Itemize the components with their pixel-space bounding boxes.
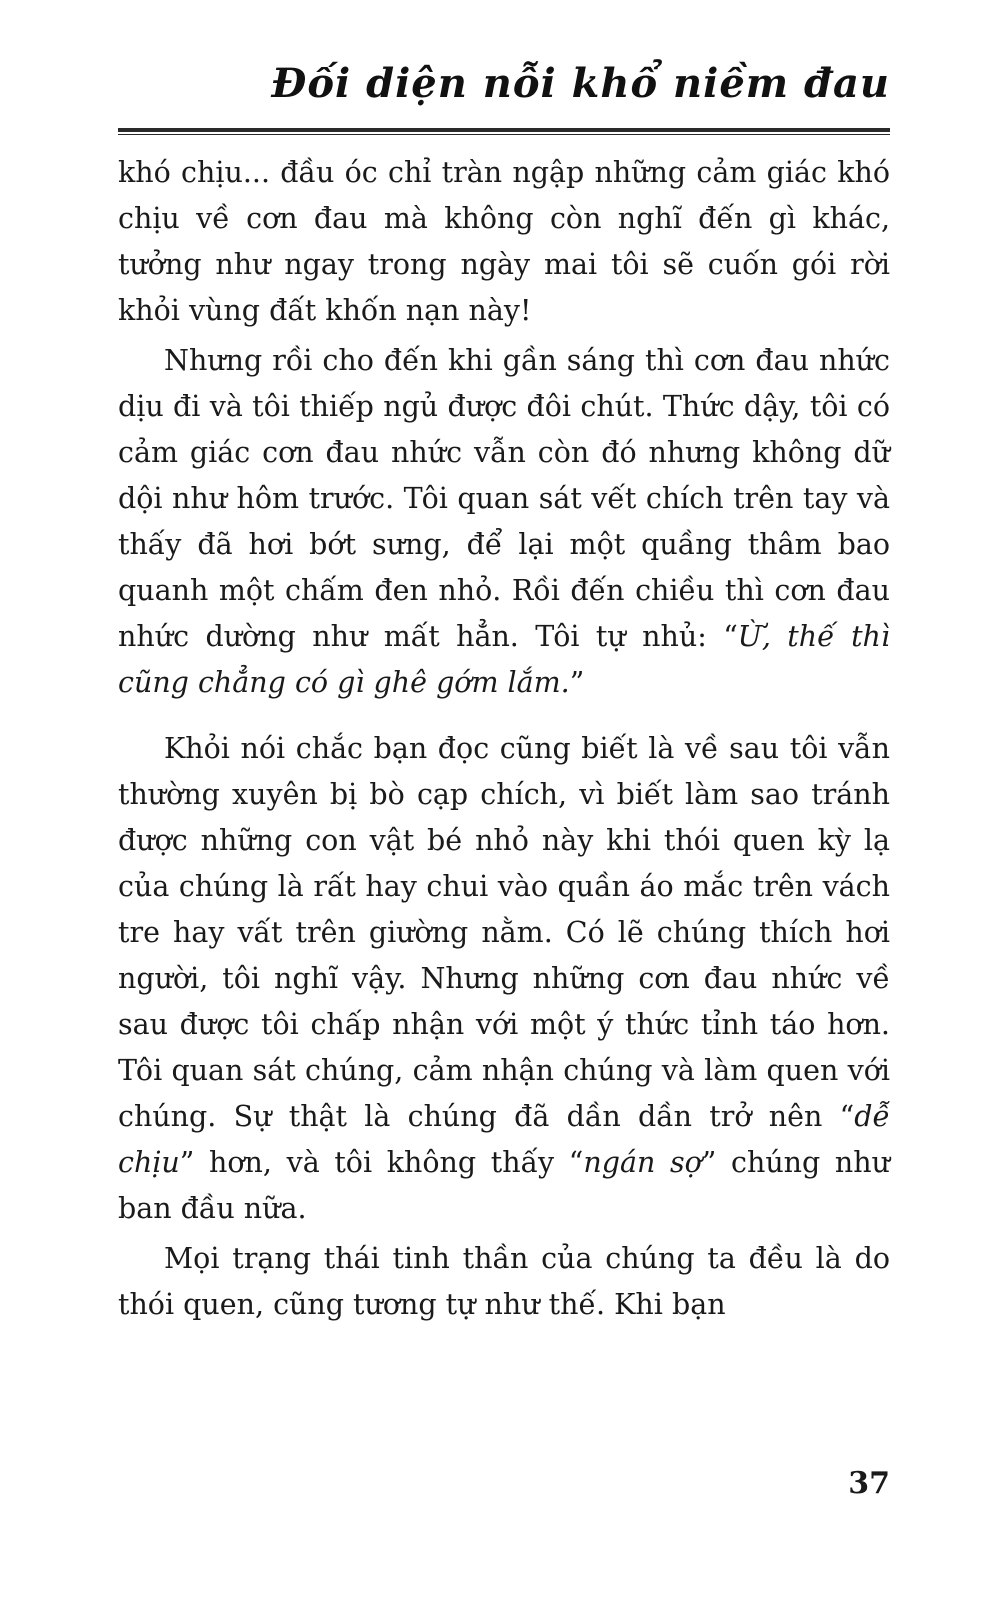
paragraph-2 — [118, 338, 890, 706]
header-rule-thin — [118, 134, 890, 135]
paragraph-2-italic-quote: Ừ, thế thì cũng chẳng có gì ghê gớm lắm. — [118, 620, 890, 699]
paragraph-3-text-end: ” chúng như ban đầu nữa. — [118, 1146, 891, 1225]
paragraph-1-text: khó chịu... đầu óc chỉ tràn ngập những cảm giác khó chịu về cơn đau mà không còn nghĩ đến gì khác, tưởng như ngay trong ngày mai tôi sẽ cuốn gói rời khỏi vùng đất khốn nạn này! — [118, 156, 890, 327]
paragraph-2-closing-quote: ” — [569, 666, 585, 699]
paragraph-1 — [118, 150, 890, 334]
running-title: Đối diện nỗi khổ niềm đau — [271, 60, 890, 107]
paragraph-2-text: Nhưng rồi cho đến khi gần sáng thì cơn đau nhức dịu đi và tôi thiếp ngủ được đôi chút. Thức dậy, tôi có cảm giác cơn đau nhức vẫn còn đó nhưng không dữ dội như hôm trước. Tôi quan sát vết chích trên tay và thấy đã hơi bớt sưng, để lại một quầng thâm bao quanh một chấm đen nhỏ. Rồi đến chiều thì cơn đau nhức dường như mất hẳn. Tôi tự nhủ: “ — [118, 344, 890, 653]
page-number: 37 — [848, 1466, 890, 1501]
paragraph-3-italic-1: dễ chịu — [118, 1100, 890, 1179]
header-rule-thick — [118, 128, 890, 132]
paragraph-4-text: Mọi trạng thái tinh thần của chúng ta đều là do thói quen, cũng tương tự như thế. Khi bạn — [118, 1242, 890, 1321]
paragraph-4 — [118, 1236, 890, 1328]
paragraph-3-italic-2: ngán sợ — [583, 1146, 702, 1179]
paragraph-3-text: Khỏi nói chắc bạn đọc cũng biết là về sau tôi vẫn thường xuyên bị bò cạp chích, vì biết làm sao tránh được những con vật bé nhỏ này khi thói quen kỳ lạ của chúng là rất hay chui vào quần áo mắc trên vách tre hay vất trên giường nằm. Có lẽ chúng thích hơi người, tôi nghĩ vậy. Nhưng những cơn đau nhức về sau được tôi chấp nhận với một ý thức tỉnh táo hơn. Tôi quan sát chúng, cảm nhận chúng và làm quen với chúng. Sự thật là chúng đã dần dần trở nên “ — [118, 732, 890, 1133]
paragraph-3-text-middle: ” hơn, và tôi không thấy “ — [179, 1146, 584, 1179]
body-text — [118, 150, 890, 1348]
paragraph-3 — [118, 726, 890, 1232]
